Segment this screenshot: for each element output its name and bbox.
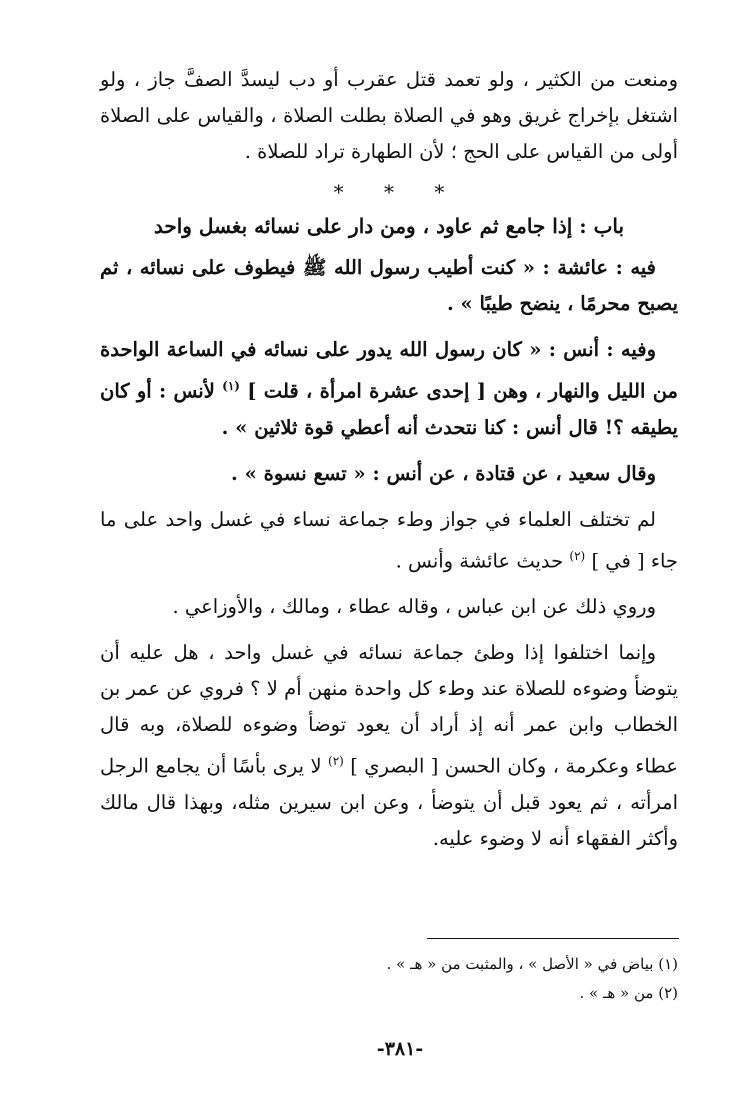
page-body [100,62,678,867]
paragraph-7-part-a: وإنما اختلفوا إذا وطئ جماعة نسائه في غسل واحد ، هل عليه أن يتوضأ وضوءه للصلاة عند وطء كل واحدة منهن أم لا ؟ فروي عن عمر بن الخطاب وابن عمر أنه إذ أراد أن يعود توضأ وضوءه للصلاة، وبه قال عطاء وعكرمة ، وكان الحسن [ البصري ] [100,641,678,778]
footnote-separator [427,938,679,939]
footnote-marker-2: (٢) [569,548,586,563]
paragraph-7-part-b: لا يرى بأسًا أن يجامع الرجل امرأته ، ثم يعود قبل أن يتوضأ ، وعن ابن سيرين مثله، وبهذا قال مالك وأكثر الفقهاء أنه لا وضوء عليه. [100,754,678,850]
paragraph-3-part-a: وفيه : أنس : « كان رسول الله يدور على نسائه في الساعة الواحدة من الليل والنهار ، وهن [ إحدى عشرة امرأة ، قلت ] [100,338,678,403]
footnote-2: (٢) من « هـ » . [579,984,678,1002]
paragraph-5-part-a: لم تختلف العلماء في جواز وطء جماعة نساء في غسل واحد على ما جاء [ في ] [100,507,678,572]
footnote-marker-3: (٢) [328,754,344,768]
paragraph-5-part-b: حديث عائشة وأنس . [395,549,564,572]
paragraph-7 [100,635,678,857]
paragraph-6: وروي ذلك عن ابن عباس ، وقاله عطاء ، ومالك ، والأوزاعي . [172,595,656,618]
page-number: -٣٨١- [376,1038,424,1060]
section-divider-stars: * * * [333,180,445,204]
chapter-heading: باب : إذا جامع ثم عاود ، ومن دار على نسائه بغسل واحد [153,214,625,238]
paragraph-3 [100,332,678,446]
footnote-1: (١) بياض في « الأصل » ، والمثبت من « هـ » . [386,955,678,973]
footnotes [300,950,678,1008]
paragraph-5 [100,502,678,580]
paragraph-3-part-b: لأنس : أو كان يطيقه ؟! قال أنس : كنا نتحدث أنه أعطي قوة ثلاثين » . [100,379,678,439]
paragraph-2: فيه : عائشة : « كنت أطيب رسول الله ﷺ فيطوف على نسائه ، ثم يصبح محرمًا ، ينضح طيبًا » . [100,256,678,315]
footnote-marker-1: (١) [222,379,240,393]
paragraph-1: ومنعت من الكثير ، ولو تعمد قتل عقرب أو دب ليسدَّ الصفَّ جاز ، ولو اشتغل بإخراج غريق وهو في الصلاة بطلت الصلاة ، والقياس على الصلاة أولى من القياس على الحج ؛ لأن الطهارة تراد للصلاة . [100,68,678,163]
paragraph-4: وقال سعيد ، عن قتادة ، عن أنس : « تسع نسوة » . [231,461,656,485]
